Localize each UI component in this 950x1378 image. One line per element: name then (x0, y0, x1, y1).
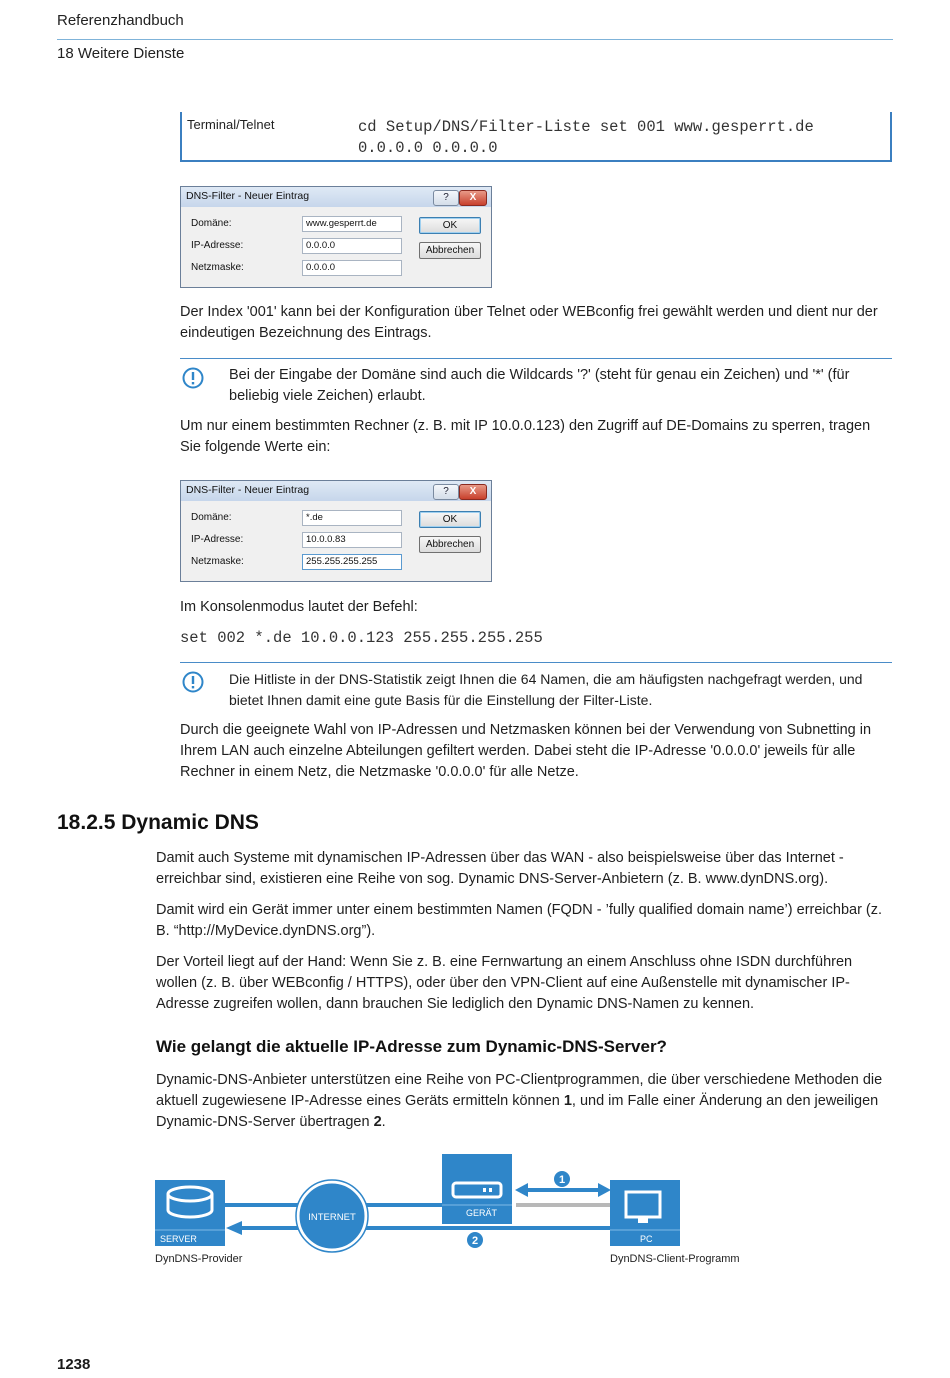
caption-client: DynDNS-Client-Programm (610, 1253, 740, 1265)
paragraph-index-info: Der Index '001' kann bei der Konfiguration über Telnet oder WEBconfig frei gewählt werden und dient nur der eindeutigen Bezeichnung des Eintrags. (180, 304, 878, 341)
terminal-command (358, 117, 814, 159)
terminal-label: Terminal/Telnet (187, 117, 275, 132)
arrow-right-icon (598, 1183, 611, 1197)
ip-address-label: IP-Adresse: (191, 240, 244, 251)
server-label: SERVER (160, 1234, 197, 1244)
domain-input[interactable]: www.gesperrt.de (302, 216, 402, 232)
dns-filter-dialog-2 (180, 480, 492, 582)
cancel-button[interactable]: Abbrechen (419, 536, 481, 553)
terminal-command-box (180, 112, 892, 162)
console-command: set 002 *.de 10.0.0.123 255.255.255.255 (180, 629, 543, 647)
dialog-titlebar (181, 481, 491, 501)
subsection-paragraph (156, 1070, 892, 1133)
subsection-text-e: . (381, 1114, 386, 1130)
terminal-command-line-2: 0.0.0.0 0.0.0.0 (358, 139, 498, 157)
section-paragraph-2: Damit wird ein Gerät immer unter einem bestimmten Namen (FQDN - ’fully qualified domain name’) erreichbar (z. B. “http://MyDevice.dynDNS.org”). (156, 902, 883, 939)
section-paragraph-1: Damit auch Systeme mit dynamischen IP-Adressen über das WAN - also beispielsweise über das Internet - erreichbar sind, existieren eine Reihe von sog. Dynamic DNS-Server-Anbietern (z. B. www.dynDNS.org). (156, 850, 844, 887)
note-divider (180, 358, 892, 359)
netmask-label: Netzmaske: (191, 262, 244, 273)
arrow-left-icon (226, 1221, 242, 1235)
dialog-title: DNS-Filter - Neuer Eintrag (186, 484, 310, 496)
reference-2: 2 (373, 1114, 382, 1130)
caption-provider: DynDNS-Provider (155, 1253, 243, 1265)
paragraph-subnetting: Durch die geeignete Wahl von IP-Adressen und Netzmasken können bei der Verwendung von Subnetting in Ihrem LAN auch einzelne Abteilungen gefiltert werden. Dabei steht die IP-Adresse '0.0.0.0' jeweils für alle Rechner in einem Netz, die Netzmaske '0.0.0.0' für alle Netze. (180, 722, 872, 780)
subsection-heading: Wie gelangt die aktuelle IP-Adresse zum Dynamic-DNS-Server? (156, 1037, 667, 1056)
page-number: 1238 (57, 1356, 91, 1373)
info-note-icon (182, 671, 204, 693)
help-button[interactable]: ? (433, 484, 459, 500)
section-paragraph-3: Der Vorteil liegt auf der Hand: Wenn Sie z. B. eine Fernwartung an einem Anschluss ohne ISDN durchführen wollen (z. B. über WEBconfig / HTTPS), oder über den VPN-Client auf eine Außenstelle mit dynamischer IP-Adresse zugreifen wollen, dann brauchen Sie lediglich den Dynamic DNS-Namen zu kennen. (156, 954, 853, 1012)
arrow-left-icon (515, 1183, 528, 1197)
paragraph-block-de-domains: Um nur einem bestimmten Rechner (z. B. mit IP 10.0.0.123) den Zugriff auf DE-Domains zu sperren, tragen Sie folgende Werte ein: (180, 418, 871, 455)
reference-1: 1 (563, 1093, 572, 1109)
help-button[interactable]: ? (433, 190, 459, 206)
close-button[interactable]: X (459, 484, 487, 500)
subsection-text-c: , und im Falle einer Änderung an den jeweiligen Dynamic-DNS-Server übertragen (156, 1093, 879, 1130)
dialog-titlebar (181, 187, 491, 207)
running-header-chapter: 18 Weitere Dienste (57, 45, 185, 62)
badge-2-label: 2 (471, 1235, 479, 1247)
ip-address-label: IP-Adresse: (191, 534, 244, 545)
ok-button[interactable]: OK (419, 217, 481, 234)
note-divider (180, 662, 892, 663)
domain-label: Domäne: (191, 512, 232, 523)
dyndns-diagram (150, 1150, 750, 1275)
subsection-text-a: Dynamic-DNS-Anbieter unterstützen eine Reihe von PC-Clientprogrammen, die über verschiedene Methoden die aktuell zugewiesene IP-Adresse eines Geräts ermitteln können (156, 1072, 883, 1109)
paragraph-console-mode: Im Konsolenmodus lautet der Befehl: (180, 599, 418, 615)
close-button[interactable]: X (459, 190, 487, 206)
domain-input[interactable]: *.de (302, 510, 402, 526)
domain-label: Domäne: (191, 218, 232, 229)
netmask-label: Netzmaske: (191, 556, 244, 567)
ip-address-input[interactable]: 0.0.0.0 (302, 238, 402, 254)
internet-label: INTERNET (308, 1212, 356, 1223)
ip-address-input[interactable]: 10.0.0.83 (302, 532, 402, 548)
section-heading: 18.2.5 Dynamic DNS (57, 811, 259, 834)
netmask-input[interactable]: 0.0.0.0 (302, 260, 402, 276)
dns-filter-dialog-1 (180, 186, 492, 288)
badge-1-label: 1 (558, 1174, 566, 1186)
running-header-title: Referenzhandbuch (57, 12, 184, 29)
note-wildcards: Bei der Eingabe der Domäne sind auch die Wildcards '?' (steht für genau ein Zeichen) und '*' (für beliebig viele Zeichen) erlaubt. (229, 367, 850, 404)
note-hitlist: Die Hitliste in der DNS-Statistik zeigt Ihnen die 64 Namen, die am häufigsten nachgefragt werden, und bietet Ihnen damit eine gute Basis für die Einstellung der Filter-Liste. (229, 671, 863, 708)
info-note-icon (182, 367, 204, 389)
pc-label: PC (640, 1234, 653, 1244)
terminal-command-line-1: cd Setup/DNS/Filter-Liste set 001 www.gesperrt.de (358, 118, 814, 136)
cancel-button[interactable]: Abbrechen (419, 242, 481, 259)
dialog-title: DNS-Filter - Neuer Eintrag (186, 190, 310, 202)
header-divider (57, 39, 893, 40)
device-label: GERÄT (466, 1208, 498, 1218)
netmask-input[interactable]: 255.255.255.255 (302, 554, 402, 570)
ok-button[interactable]: OK (419, 511, 481, 528)
